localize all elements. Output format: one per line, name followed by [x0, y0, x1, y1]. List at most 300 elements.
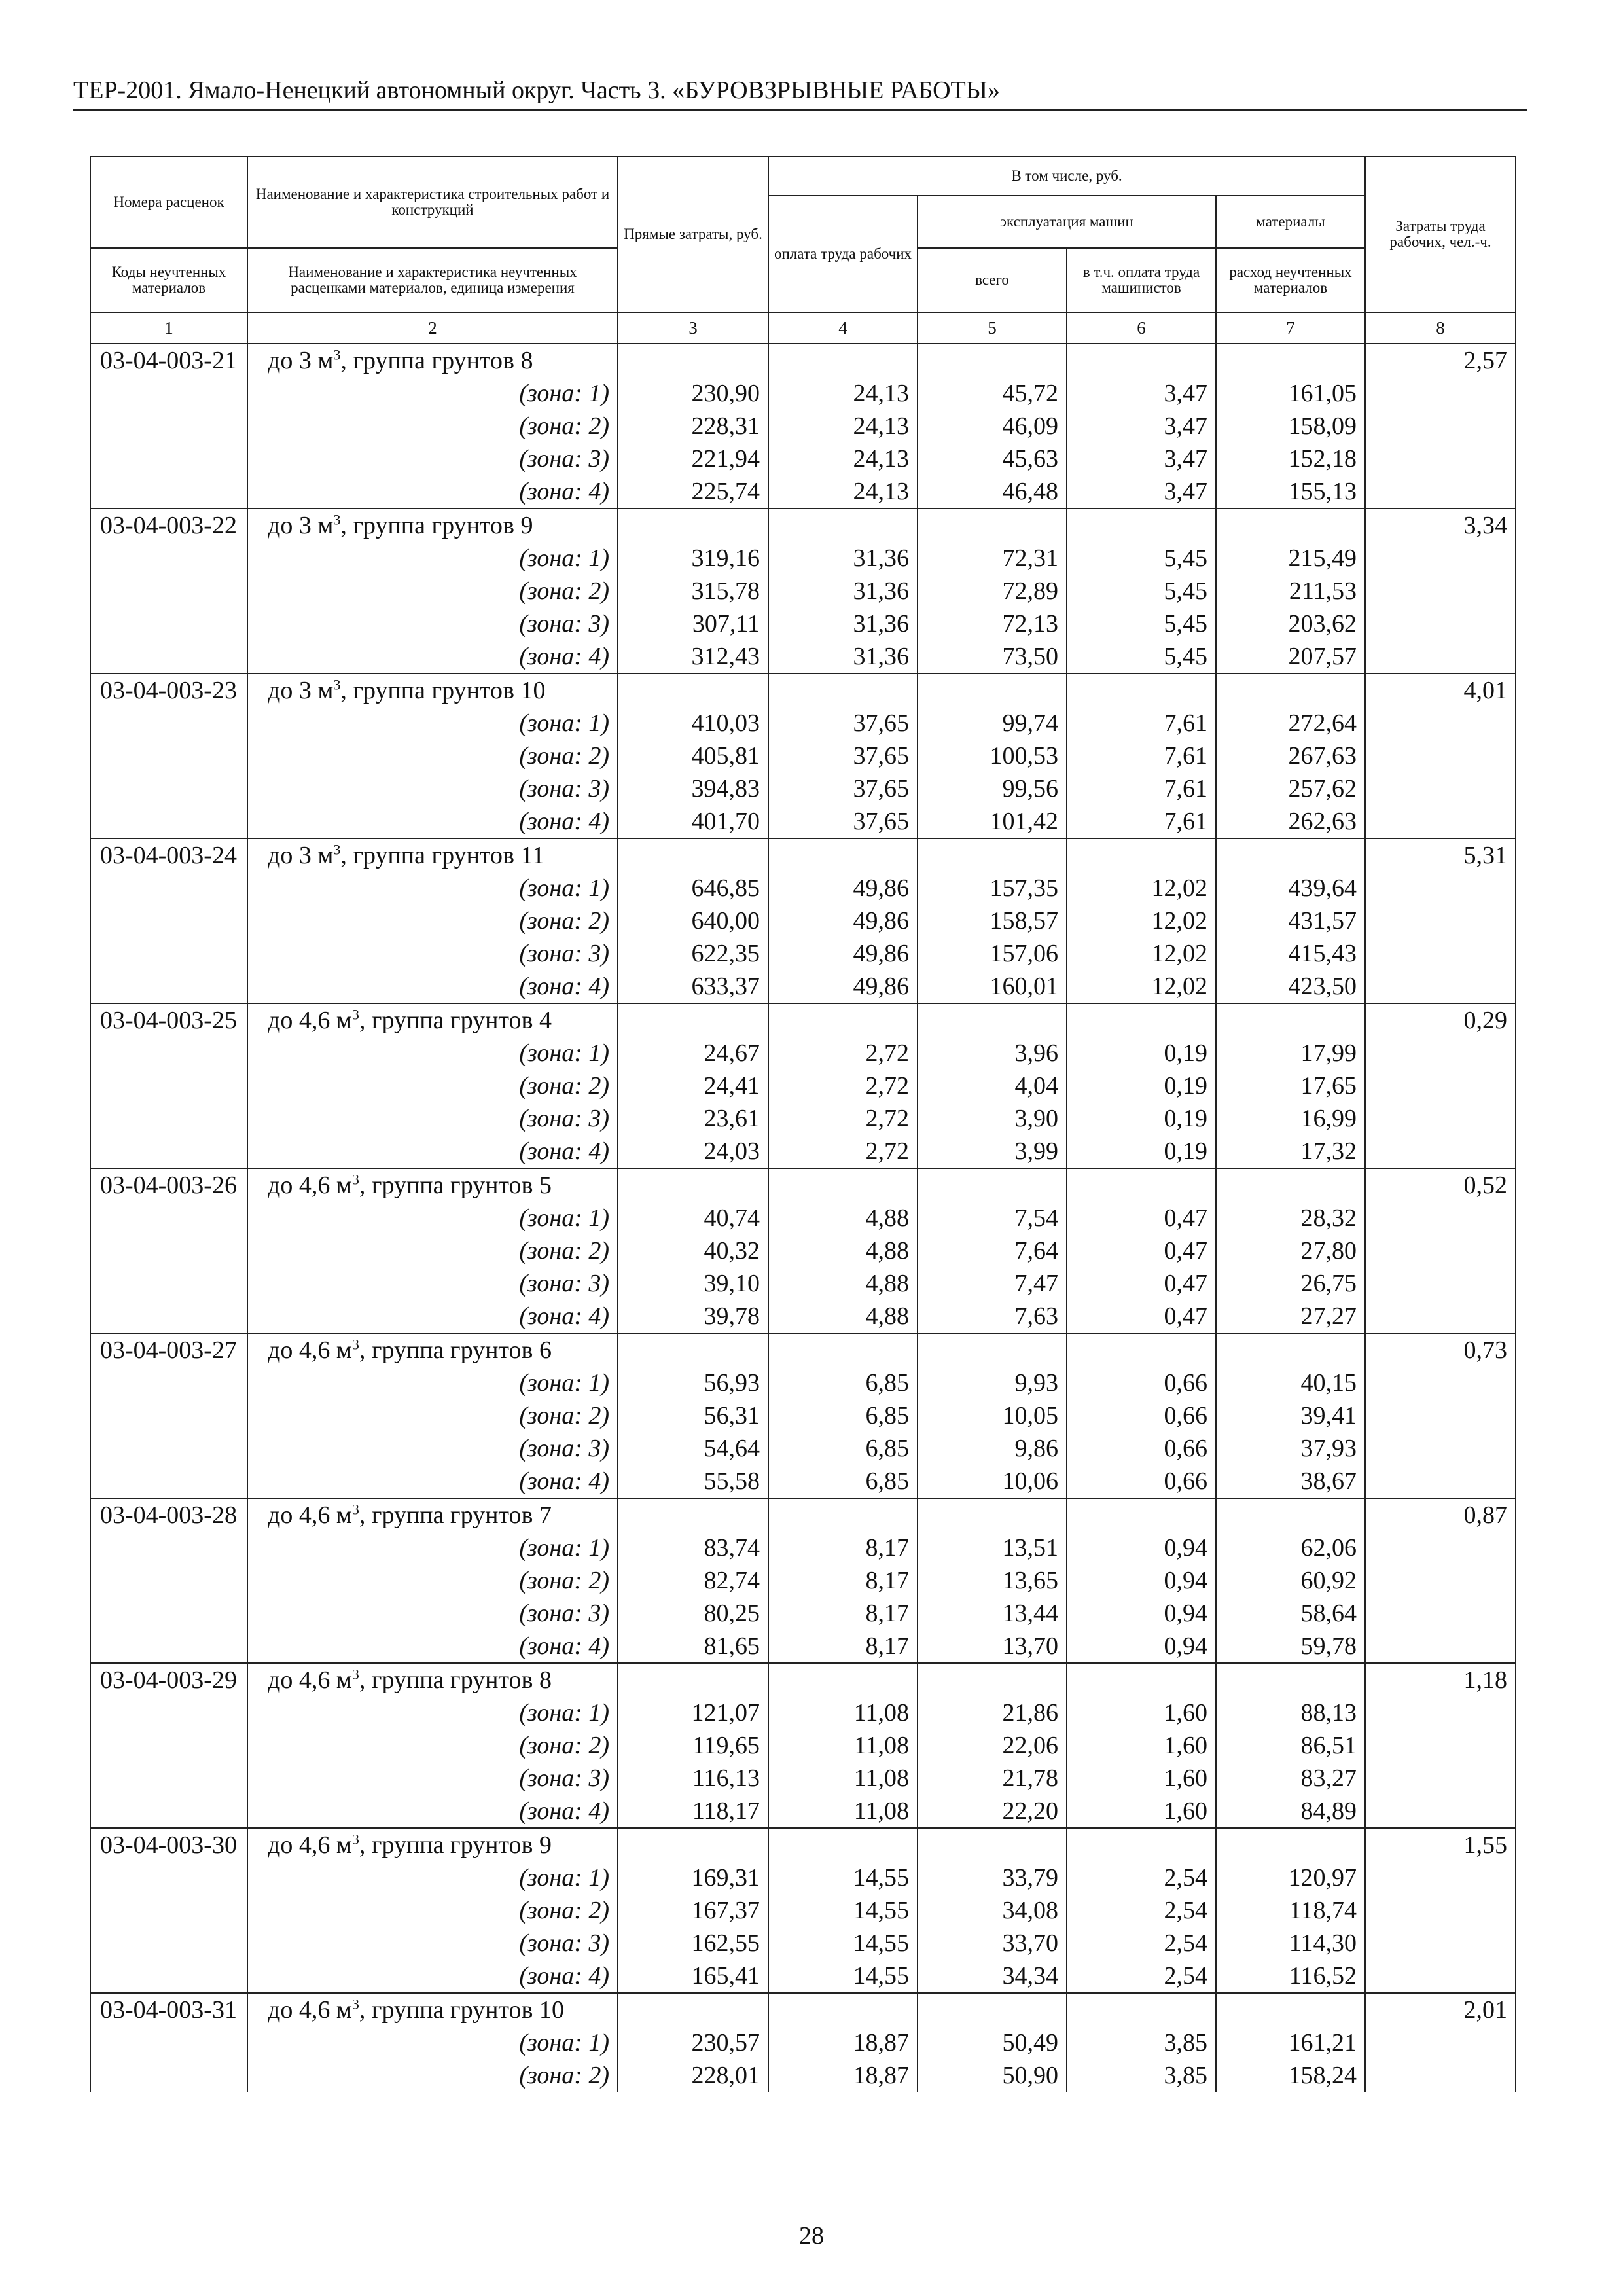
- labor-cost: 0,87: [1365, 1498, 1516, 1532]
- rates-table: [90, 156, 1516, 2092]
- empty-cell: [918, 1003, 1067, 1037]
- zone-row: [90, 410, 1516, 442]
- rate-code: 03-04-003-31: [90, 1993, 247, 2026]
- empty-cell: [1365, 1069, 1516, 1102]
- empty-cell: [1216, 1498, 1365, 1532]
- worker-pay: 2,72: [768, 1037, 918, 1069]
- operator-pay: 0,66: [1067, 1432, 1216, 1465]
- machine-total: 72,89: [918, 575, 1067, 607]
- empty-cell: [1365, 1729, 1516, 1762]
- materials-cost: 83,27: [1216, 1762, 1365, 1795]
- materials-cost: 40,15: [1216, 1367, 1365, 1399]
- empty-cell: [1365, 1037, 1516, 1069]
- unit-exponent: 3: [351, 1336, 359, 1353]
- materials-cost: 262,63: [1216, 805, 1365, 838]
- rate-name: [247, 673, 618, 707]
- operator-pay: 0,66: [1067, 1367, 1216, 1399]
- empty-cell: [618, 673, 768, 707]
- operator-pay: 7,61: [1067, 707, 1216, 740]
- empty-cell: [1365, 410, 1516, 442]
- worker-pay: 49,86: [768, 905, 918, 937]
- empty-cell: [1216, 673, 1365, 707]
- empty-cell: [1067, 1663, 1216, 1696]
- rate-name-prefix: до 3 м: [268, 512, 334, 539]
- zone-label: (зона: 3): [247, 1597, 618, 1630]
- header-work-name: Наименование и характеристика строительных работ и конструкций: [247, 156, 618, 248]
- empty-cell: [768, 1333, 918, 1367]
- machine-total: 13,65: [918, 1564, 1067, 1597]
- worker-pay: 6,85: [768, 1367, 918, 1399]
- direct-cost: 55,58: [618, 1465, 768, 1498]
- direct-cost: 228,31: [618, 410, 768, 442]
- zone-label: (зона: 3): [247, 772, 618, 805]
- worker-pay: 2,72: [768, 1135, 918, 1168]
- worker-pay: 37,65: [768, 805, 918, 838]
- materials-cost: 114,30: [1216, 1927, 1365, 1960]
- header-worker-pay: оплата труда рабочих: [768, 196, 918, 312]
- empty-cell: [1365, 905, 1516, 937]
- empty-cell: [1216, 838, 1365, 872]
- empty-cell: [90, 1202, 247, 1234]
- rate-name-prefix: до 4,6 м: [268, 1996, 352, 2024]
- materials-cost: 62,06: [1216, 1532, 1365, 1564]
- machine-total: 34,08: [918, 1894, 1067, 1927]
- materials-cost: 58,64: [1216, 1597, 1365, 1630]
- materials-cost: 203,62: [1216, 607, 1365, 640]
- zone-label: (зона: 2): [247, 905, 618, 937]
- empty-cell: [768, 1828, 918, 1861]
- labor-cost: 4,01: [1365, 673, 1516, 707]
- empty-cell: [1365, 740, 1516, 772]
- rate-code: 03-04-003-23: [90, 673, 247, 707]
- column-number: 5: [918, 312, 1067, 344]
- empty-cell: [90, 607, 247, 640]
- unit-exponent: 3: [333, 676, 341, 693]
- header-labor-costs: Затраты труда рабочих, чел.-ч.: [1365, 156, 1516, 312]
- empty-cell: [1365, 1135, 1516, 1168]
- operator-pay: 2,54: [1067, 1861, 1216, 1894]
- empty-cell: [618, 1168, 768, 1202]
- empty-cell: [618, 838, 768, 872]
- header-codes: Коды неучтенных материалов: [90, 248, 247, 312]
- zone-row: [90, 1367, 1516, 1399]
- operator-pay: 7,61: [1067, 772, 1216, 805]
- zone-label: (зона: 4): [247, 1300, 618, 1333]
- worker-pay: 49,86: [768, 970, 918, 1003]
- machine-total: 22,06: [918, 1729, 1067, 1762]
- empty-cell: [1216, 509, 1365, 542]
- zone-label: (зона: 2): [247, 575, 618, 607]
- empty-cell: [1365, 1795, 1516, 1828]
- materials-cost: 27,27: [1216, 1300, 1365, 1333]
- materials-cost: 39,41: [1216, 1399, 1365, 1432]
- empty-cell: [1216, 344, 1365, 377]
- empty-cell: [90, 1102, 247, 1135]
- worker-pay: 31,36: [768, 607, 918, 640]
- zone-row: [90, 1894, 1516, 1927]
- rate-name: [247, 838, 618, 872]
- empty-cell: [1067, 1828, 1216, 1861]
- empty-cell: [1067, 509, 1216, 542]
- empty-cell: [90, 1894, 247, 1927]
- empty-cell: [90, 1762, 247, 1795]
- empty-cell: [1365, 377, 1516, 410]
- zone-row: [90, 640, 1516, 673]
- rate-group-row: [90, 1168, 1516, 1202]
- empty-cell: [1216, 1828, 1365, 1861]
- zone-label: (зона: 2): [247, 1894, 618, 1927]
- zone-row: [90, 1532, 1516, 1564]
- machine-total: 7,64: [918, 1234, 1067, 1267]
- machine-total: 157,06: [918, 937, 1067, 970]
- column-number: 8: [1365, 312, 1516, 344]
- worker-pay: 31,36: [768, 640, 918, 673]
- unit-exponent: 3: [333, 841, 341, 858]
- direct-cost: 39,10: [618, 1267, 768, 1300]
- zone-row: [90, 707, 1516, 740]
- rate-code: 03-04-003-28: [90, 1498, 247, 1532]
- zone-label: (зона: 3): [247, 1102, 618, 1135]
- empty-cell: [90, 575, 247, 607]
- direct-cost: 82,74: [618, 1564, 768, 1597]
- zone-row: [90, 1069, 1516, 1102]
- unit-exponent: 3: [351, 1996, 359, 2013]
- column-number: 2: [247, 312, 618, 344]
- materials-cost: 152,18: [1216, 442, 1365, 475]
- machine-total: 21,78: [918, 1762, 1067, 1795]
- zone-label: (зона: 4): [247, 1960, 618, 1993]
- materials-cost: 16,99: [1216, 1102, 1365, 1135]
- worker-pay: 14,55: [768, 1894, 918, 1927]
- rate-name-prefix: до 4,6 м: [268, 1336, 352, 1364]
- empty-cell: [1067, 838, 1216, 872]
- materials-cost: 118,74: [1216, 1894, 1365, 1927]
- unit-exponent: 3: [333, 511, 341, 528]
- direct-cost: 230,90: [618, 377, 768, 410]
- empty-cell: [1067, 673, 1216, 707]
- empty-cell: [1365, 2026, 1516, 2059]
- labor-cost: 0,29: [1365, 1003, 1516, 1037]
- zone-row: [90, 1960, 1516, 1993]
- rate-code: 03-04-003-30: [90, 1828, 247, 1861]
- operator-pay: 0,19: [1067, 1102, 1216, 1135]
- empty-cell: [90, 1564, 247, 1597]
- empty-cell: [1365, 1564, 1516, 1597]
- rate-group-row: [90, 838, 1516, 872]
- materials-cost: 86,51: [1216, 1729, 1365, 1762]
- operator-pay: 2,54: [1067, 1894, 1216, 1927]
- empty-cell: [1365, 1630, 1516, 1663]
- worker-pay: 4,88: [768, 1234, 918, 1267]
- zone-row: [90, 740, 1516, 772]
- zone-row: [90, 1399, 1516, 1432]
- header-including-rub: В том числе, руб.: [768, 156, 1365, 196]
- empty-cell: [1067, 1333, 1216, 1367]
- materials-cost: 215,49: [1216, 542, 1365, 575]
- empty-cell: [1365, 1399, 1516, 1432]
- zone-row: [90, 937, 1516, 970]
- zone-label: (зона: 3): [247, 607, 618, 640]
- empty-cell: [1365, 1267, 1516, 1300]
- empty-cell: [1365, 607, 1516, 640]
- zone-row: [90, 1729, 1516, 1762]
- empty-cell: [90, 1267, 247, 1300]
- worker-pay: 18,87: [768, 2059, 918, 2092]
- worker-pay: 4,88: [768, 1202, 918, 1234]
- empty-cell: [768, 838, 918, 872]
- worker-pay: 37,65: [768, 740, 918, 772]
- zone-row: [90, 442, 1516, 475]
- empty-cell: [90, 2059, 247, 2092]
- materials-cost: 211,53: [1216, 575, 1365, 607]
- empty-cell: [90, 772, 247, 805]
- empty-cell: [90, 740, 247, 772]
- direct-cost: 121,07: [618, 1696, 768, 1729]
- header-rate-numbers: Номера расценок: [90, 156, 247, 248]
- empty-cell: [90, 1234, 247, 1267]
- rate-group-row: [90, 1828, 1516, 1861]
- direct-cost: 56,31: [618, 1399, 768, 1432]
- rate-name-prefix: до 3 м: [268, 347, 334, 374]
- operator-pay: 5,45: [1067, 607, 1216, 640]
- labor-cost: 5,31: [1365, 838, 1516, 872]
- machine-total: 3,90: [918, 1102, 1067, 1135]
- zone-row: [90, 1795, 1516, 1828]
- machine-total: 7,47: [918, 1267, 1067, 1300]
- direct-cost: 633,37: [618, 970, 768, 1003]
- rate-name-suffix: , группа грунтов 5: [359, 1172, 552, 1199]
- header-direct-costs: Прямые затраты, руб.: [618, 156, 768, 312]
- operator-pay: 5,45: [1067, 542, 1216, 575]
- rate-code: 03-04-003-21: [90, 344, 247, 377]
- worker-pay: 11,08: [768, 1795, 918, 1828]
- machine-total: 33,79: [918, 1861, 1067, 1894]
- operator-pay: 0,94: [1067, 1630, 1216, 1663]
- operator-pay: 0,47: [1067, 1300, 1216, 1333]
- empty-cell: [90, 640, 247, 673]
- worker-pay: 6,85: [768, 1432, 918, 1465]
- direct-cost: 228,01: [618, 2059, 768, 2092]
- machine-total: 10,06: [918, 1465, 1067, 1498]
- zone-row: [90, 805, 1516, 838]
- worker-pay: 11,08: [768, 1729, 918, 1762]
- direct-cost: 405,81: [618, 740, 768, 772]
- operator-pay: 0,66: [1067, 1465, 1216, 1498]
- empty-cell: [918, 673, 1067, 707]
- zone-row: [90, 1927, 1516, 1960]
- machine-total: 45,63: [918, 442, 1067, 475]
- direct-cost: 56,93: [618, 1367, 768, 1399]
- zone-label: (зона: 2): [247, 2059, 618, 2092]
- worker-pay: 4,88: [768, 1267, 918, 1300]
- operator-pay: 1,60: [1067, 1762, 1216, 1795]
- empty-cell: [918, 1828, 1067, 1861]
- materials-cost: 423,50: [1216, 970, 1365, 1003]
- empty-cell: [1365, 1202, 1516, 1234]
- header-machine-operation: эксплуатация машин: [918, 196, 1216, 248]
- machine-total: 3,99: [918, 1135, 1067, 1168]
- worker-pay: 8,17: [768, 1630, 918, 1663]
- operator-pay: 1,60: [1067, 1696, 1216, 1729]
- empty-cell: [768, 344, 918, 377]
- zone-label: (зона: 4): [247, 1465, 618, 1498]
- empty-cell: [918, 1663, 1067, 1696]
- empty-cell: [1365, 1927, 1516, 1960]
- zone-label: (зона: 3): [247, 442, 618, 475]
- empty-cell: [1365, 805, 1516, 838]
- worker-pay: 14,55: [768, 1927, 918, 1960]
- zone-row: [90, 475, 1516, 509]
- unit-exponent: 3: [351, 1006, 359, 1023]
- empty-cell: [90, 905, 247, 937]
- zone-row: [90, 1861, 1516, 1894]
- materials-cost: 59,78: [1216, 1630, 1365, 1663]
- machine-total: 157,35: [918, 872, 1067, 905]
- operator-pay: 0,19: [1067, 1135, 1216, 1168]
- operator-pay: 1,60: [1067, 1729, 1216, 1762]
- direct-cost: 640,00: [618, 905, 768, 937]
- worker-pay: 24,13: [768, 475, 918, 509]
- rate-name-prefix: до 4,6 м: [268, 1172, 352, 1199]
- zone-label: (зона: 1): [247, 1367, 618, 1399]
- empty-cell: [90, 410, 247, 442]
- empty-cell: [90, 1630, 247, 1663]
- zone-label: (зона: 4): [247, 640, 618, 673]
- empty-cell: [1365, 1696, 1516, 1729]
- direct-cost: 221,94: [618, 442, 768, 475]
- rate-group-row: [90, 673, 1516, 707]
- empty-cell: [1216, 1663, 1365, 1696]
- materials-cost: 207,57: [1216, 640, 1365, 673]
- empty-cell: [90, 475, 247, 509]
- materials-cost: 257,62: [1216, 772, 1365, 805]
- empty-cell: [1365, 1367, 1516, 1399]
- header-machine-total: всего: [918, 248, 1067, 312]
- zone-row: [90, 1102, 1516, 1135]
- rate-name: [247, 1993, 618, 2026]
- machine-total: 13,70: [918, 1630, 1067, 1663]
- rate-name-prefix: до 4,6 м: [268, 1501, 352, 1529]
- direct-cost: 40,32: [618, 1234, 768, 1267]
- rate-name: [247, 1498, 618, 1532]
- machine-total: 21,86: [918, 1696, 1067, 1729]
- unit-exponent: 3: [351, 1666, 359, 1683]
- empty-cell: [1365, 1532, 1516, 1564]
- empty-cell: [90, 1037, 247, 1069]
- zone-row: [90, 1696, 1516, 1729]
- unit-exponent: 3: [351, 1501, 359, 1518]
- empty-cell: [90, 707, 247, 740]
- machine-total: 158,57: [918, 905, 1067, 937]
- rate-group-row: [90, 1498, 1516, 1532]
- machine-total: 72,31: [918, 542, 1067, 575]
- machine-total: 99,74: [918, 707, 1067, 740]
- zone-row: [90, 1432, 1516, 1465]
- page-header: ТЕР-2001. Ямало-Ненецкий автономный округ. Часть 3. «БУРОВЗРЫВНЫЕ РАБОТЫ»: [73, 76, 1527, 111]
- empty-cell: [1067, 1498, 1216, 1532]
- materials-cost: 161,21: [1216, 2026, 1365, 2059]
- machine-total: 101,42: [918, 805, 1067, 838]
- rate-name-prefix: до 3 м: [268, 842, 334, 869]
- empty-cell: [1365, 1762, 1516, 1795]
- machine-total: 100,53: [918, 740, 1067, 772]
- rate-name-prefix: до 4,6 м: [268, 1007, 352, 1034]
- rate-name-prefix: до 4,6 м: [268, 1831, 352, 1859]
- rate-code: 03-04-003-26: [90, 1168, 247, 1202]
- zone-row: [90, 970, 1516, 1003]
- worker-pay: 24,13: [768, 410, 918, 442]
- empty-cell: [1216, 1003, 1365, 1037]
- rate-name-suffix: , группа грунтов 10: [340, 677, 546, 704]
- machine-total: 13,51: [918, 1532, 1067, 1564]
- zone-row: [90, 1135, 1516, 1168]
- empty-cell: [1365, 1894, 1516, 1927]
- rate-code: 03-04-003-27: [90, 1333, 247, 1367]
- empty-cell: [90, 1960, 247, 1993]
- empty-cell: [90, 1795, 247, 1828]
- zone-row: [90, 1202, 1516, 1234]
- empty-cell: [90, 1399, 247, 1432]
- machine-total: 34,34: [918, 1960, 1067, 1993]
- operator-pay: 0,19: [1067, 1037, 1216, 1069]
- rates-body: [90, 344, 1516, 2092]
- worker-pay: 4,88: [768, 1300, 918, 1333]
- labor-cost: 1,55: [1365, 1828, 1516, 1861]
- direct-cost: 315,78: [618, 575, 768, 607]
- labor-cost: 1,18: [1365, 1663, 1516, 1696]
- zone-label: (зона: 1): [247, 377, 618, 410]
- direct-cost: 24,03: [618, 1135, 768, 1168]
- direct-cost: 81,65: [618, 1630, 768, 1663]
- zone-row: [90, 905, 1516, 937]
- machine-total: 7,54: [918, 1202, 1067, 1234]
- zone-row: [90, 872, 1516, 905]
- rate-name: [247, 344, 618, 377]
- machine-total: 99,56: [918, 772, 1067, 805]
- operator-pay: 0,94: [1067, 1597, 1216, 1630]
- zone-label: (зона: 2): [247, 410, 618, 442]
- zone-label: (зона: 1): [247, 872, 618, 905]
- empty-cell: [768, 1993, 918, 2026]
- operator-pay: 5,45: [1067, 640, 1216, 673]
- operator-pay: 2,54: [1067, 1927, 1216, 1960]
- worker-pay: 8,17: [768, 1532, 918, 1564]
- empty-cell: [1365, 1465, 1516, 1498]
- rate-name-prefix: до 3 м: [268, 677, 334, 704]
- page-number: 28: [799, 2222, 824, 2250]
- zone-row: [90, 1564, 1516, 1597]
- zone-label: (зона: 4): [247, 970, 618, 1003]
- zone-label: (зона: 1): [247, 1202, 618, 1234]
- worker-pay: 11,08: [768, 1762, 918, 1795]
- zone-row: [90, 1300, 1516, 1333]
- zone-label: (зона: 1): [247, 707, 618, 740]
- empty-cell: [90, 1069, 247, 1102]
- operator-pay: 12,02: [1067, 905, 1216, 937]
- header-unaccounted-materials: расход неучтенных материалов: [1216, 248, 1365, 312]
- operator-pay: 2,54: [1067, 1960, 1216, 1993]
- direct-cost: 230,57: [618, 2026, 768, 2059]
- empty-cell: [90, 1300, 247, 1333]
- empty-cell: [90, 1465, 247, 1498]
- materials-cost: 158,09: [1216, 410, 1365, 442]
- rate-name-suffix: , группа грунтов 4: [359, 1007, 552, 1034]
- direct-cost: 225,74: [618, 475, 768, 509]
- operator-pay: 3,47: [1067, 377, 1216, 410]
- machine-total: 50,90: [918, 2059, 1067, 2092]
- direct-cost: 54,64: [618, 1432, 768, 1465]
- empty-cell: [1216, 1168, 1365, 1202]
